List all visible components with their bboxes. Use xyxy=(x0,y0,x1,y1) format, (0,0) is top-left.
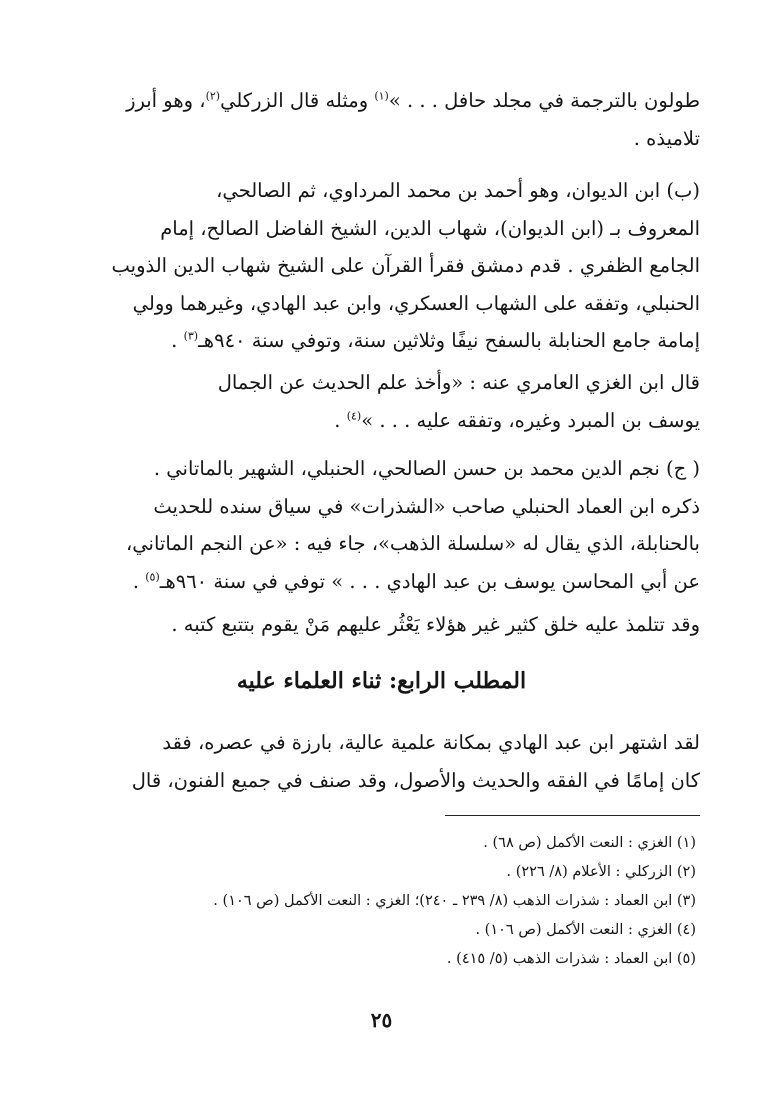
footnotes xyxy=(55,829,700,974)
text-line: قال ابن الغزي العامري عنه : «وأخذ علم الحديث عن الجمال xyxy=(217,371,700,394)
text-span: طولون بالترجمة في مجلد حافل . . . » xyxy=(388,89,700,112)
section-paragraph xyxy=(55,724,700,799)
text-line: (ب) ابن الديوان، وهو أحمد بن محمد المرداوي، ثم الصالحي، xyxy=(216,179,700,202)
text-span: يوسف بن المبرد وغيره، وتفقه عليه . . . » xyxy=(361,408,700,432)
text-span: عن أبي المحاسن يوسف بن عبد الهادي . . . » توفي في سنة ٩٦٠هـ xyxy=(159,569,700,593)
text-line: كان إمامًا في الفقه والحديث والأصول، وقد صنف في جميع الفنون، قال xyxy=(131,768,700,792)
text-span: ومثله قال الزركلي xyxy=(220,89,375,112)
footnote-ref: (٣) xyxy=(183,329,199,343)
footnote: (٥) ابن العماد : شذرات الذهب (٥/ ٤١٥) . xyxy=(446,951,696,967)
text-line xyxy=(55,402,700,440)
text-line: تلاميذه . xyxy=(633,126,700,150)
text-line: بالحنابلة، الذي يقال له «سلسلة الذهب»، جاء فيه : «عن النجم الماتاني، xyxy=(125,532,700,556)
text-span: ، وهو أبرز xyxy=(126,89,206,112)
text-line: وقد تتلمذ عليه خلق كثير غير هؤلاء يَعْثُر عليهم مَنْ يقوم بتتبع كتبه . xyxy=(171,613,700,636)
text-span: . xyxy=(171,329,184,353)
closing-paragraph xyxy=(55,606,700,644)
text-line xyxy=(55,563,700,601)
text-span: إمامة جامع الحنابلة بالسفح نيفًا وثلاثين سنة، وتوفي سنة ٩٤٠هـ xyxy=(198,329,700,353)
text-line xyxy=(55,322,700,360)
footnote-ref: (٤) xyxy=(346,409,362,423)
text-line: لقد اشتهر ابن عبد الهادي بمكانة علمية عالية، بارزة في عصره، فقد xyxy=(162,731,700,754)
section-heading: المطلب الرابع: ثناء العلماء عليه xyxy=(236,668,527,694)
paragraph-c xyxy=(55,450,700,600)
footnote: (١) الغزي : النعت الأكمل (ص ٦٨) . xyxy=(483,835,696,851)
footnote-ref: (٥) xyxy=(145,570,160,584)
footnote: (٣) ابن العماد : شذرات الذهب (٨/ ٢٣٩ ـ ٢٤٠)؛ الغزي : النعت الأكمل (ص ١٠٦) . xyxy=(213,893,696,909)
text-line: الحنبلي، وتفقه على الشهاب العسكري، وابن عبد الهادي، وغيرهما وولي xyxy=(132,291,700,315)
page-number: ٢٥ xyxy=(370,1008,393,1032)
paragraph-b xyxy=(55,172,700,360)
quote-paragraph xyxy=(55,364,700,439)
top-paragraph xyxy=(55,82,700,157)
footnote-ref: (١) xyxy=(374,89,389,103)
text-span: . xyxy=(334,408,347,432)
footnote: (٢) الزركلي : الأعلام (٨/ ٢٢٦) . xyxy=(506,864,696,880)
text-line: ( ج) نجم الدين محمد بن حسن الصالحي، الحنبلي، الشهير بالماتاني . xyxy=(153,457,700,480)
footnote-ref: (٢) xyxy=(205,89,221,103)
footnote-separator xyxy=(445,815,700,816)
text-line xyxy=(55,82,700,120)
footnote: (٤) الغزي : النعت الأكمل (ص ١٠٦) . xyxy=(475,922,696,938)
text-span: . xyxy=(132,569,146,593)
text-line: الجامع الظفري . قدم دمشق فقرأ القرآن على الشيخ شهاب الدين الذويب xyxy=(111,254,700,278)
text-line: المعروف بـ (ابن الديوان)، شهاب الدين، الشيخ الفاضل الصالح، إمام xyxy=(160,216,700,240)
text-line: ذكره ابن العماد الحنبلي صاحب «الشذرات» في سياق سنده للحديث xyxy=(153,494,700,518)
